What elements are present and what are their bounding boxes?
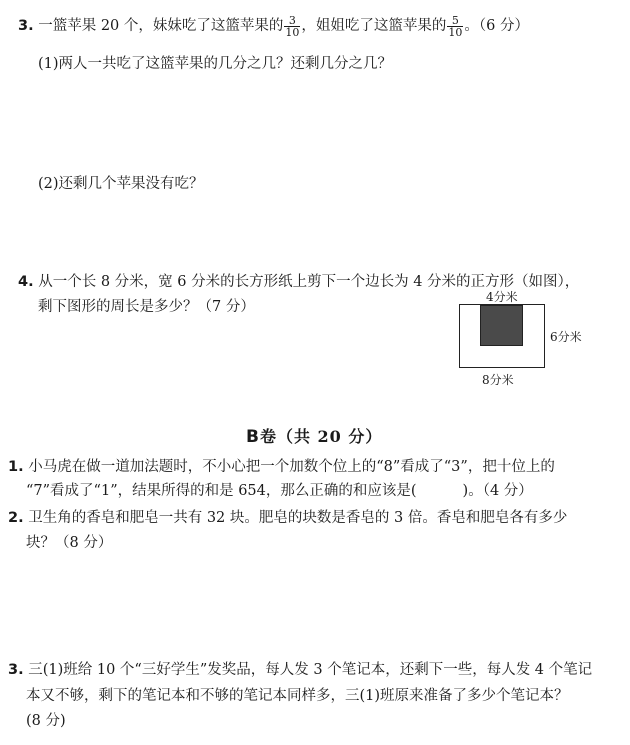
b-question-3-line-3: (8 分): [26, 713, 66, 729]
fraction-numerator: 5: [447, 15, 463, 27]
question-3: [18, 14, 529, 38]
b-question-1-line-2: [26, 479, 533, 500]
cut-square-figure: [480, 305, 523, 346]
question-points: )。（4 分）: [462, 483, 533, 499]
question-4-line-2: 剩下图形的周长是多少？（7 分）: [38, 299, 255, 315]
question-text: 一篮苹果 20 个，妹妹吃了这篮苹果的: [38, 18, 284, 34]
fraction-3-10: [284, 15, 300, 38]
question-number: 3.: [18, 18, 34, 34]
figure-bottom-label: 8分米: [482, 373, 514, 387]
fraction-denominator: 10: [448, 25, 463, 39]
question-text: 三(1)班给 10 个“三好学生”发奖品，每人发 3 个笔记本，还剩下一些，每人发 4 个笔记: [28, 662, 593, 678]
b-question-1: [8, 455, 555, 476]
question-number: 4.: [18, 274, 34, 290]
section-title-text: 卷（共 20 分）: [259, 427, 383, 446]
b-question-2: [8, 506, 567, 527]
question-number: 3.: [8, 662, 24, 678]
question-number: 2.: [8, 510, 24, 526]
question-text: 从一个长 8 分米，宽 6 分米的长方形纸上剪下一个边长为 4 分米的正方形（如图），: [38, 274, 580, 290]
question-text: ，姐姐吃了这篮苹果的: [301, 18, 447, 34]
b-question-3: [8, 658, 592, 679]
question-3-part-1: (1)两人一共吃了这篮苹果的几分之几？还剩几分之几？: [38, 56, 393, 72]
question-number: 1.: [8, 459, 24, 475]
section-letter: B: [246, 427, 260, 447]
question-points: 。（6 分）: [464, 18, 529, 34]
fraction-numerator: 3: [284, 15, 300, 27]
b-question-2-line-2: 块？（8 分）: [26, 535, 113, 551]
b-question-3-line-2: 本又不够，剩下的笔记本和不够的笔记本同样多，三(1)班原来准备了多少个笔记本？: [26, 688, 569, 704]
question-text: “7”看成了“1”，结果所得的和是 654，那么正确的和应该是(: [26, 483, 417, 499]
figure-right-label: 6分米: [550, 330, 582, 344]
question-3-part-2: (2)还剩几个苹果没有吃？: [38, 176, 204, 192]
question-text: 卫生角的香皂和肥皂一共有 32 块。肥皂的块数是香皂的 3 倍。香皂和肥皂各有多少: [28, 510, 568, 526]
fraction-5-10: [447, 15, 463, 38]
fraction-denominator: 10: [285, 25, 300, 39]
question-text: 小马虎在做一道加法题时，不小心把一个加数个位上的“8”看成了“3”，把十位上的: [28, 459, 555, 475]
figure-top-label: 4分米: [486, 290, 518, 304]
section-b-title: [246, 424, 382, 447]
